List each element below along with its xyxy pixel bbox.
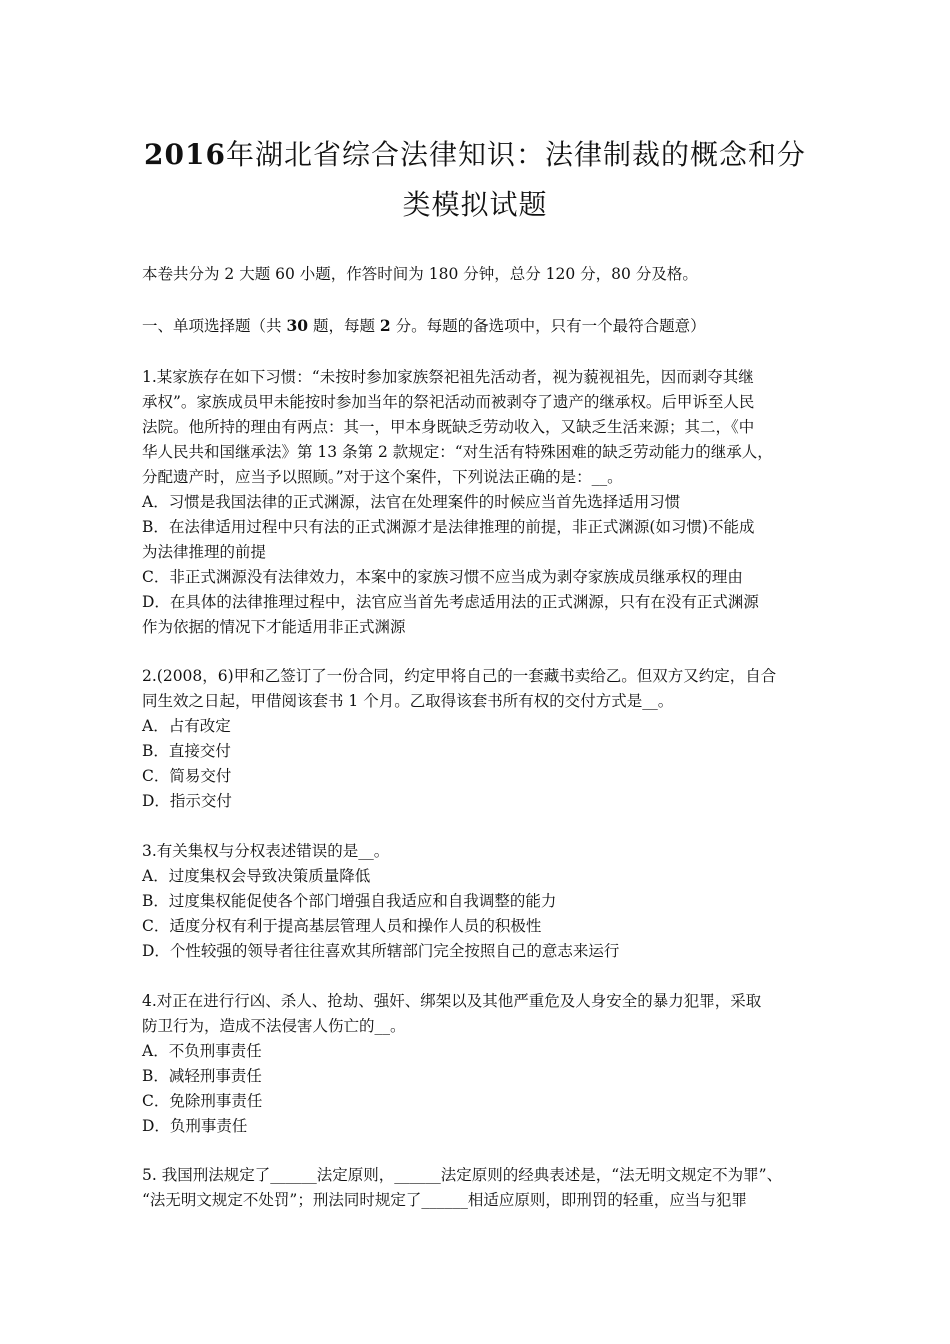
question-4-option-b: B．减轻刑事责任 [142,1067,262,1085]
question-4-option-a: A．不负刑事责任 [142,1042,262,1060]
question-2-stem-line: 2.(2008，6)甲和乙签订了一份合同，约定甲将自己的一套藏书卖给乙。但双方又约定，自合 [142,667,777,685]
question-3-option-a: A．过度集权会导致决策质量降低 [142,867,371,885]
question-3-option-d: D．个性较强的领导者往往喜欢其所辖部门完全按照自己的意志来运行 [142,942,620,960]
question-3-option-b: B．过度集权能促使各个部门增强自我适应和自我调整的能力 [142,892,557,910]
question-1-option-b-cont: 为法律推理的前提 [142,543,267,561]
question-1-option-d: D．在具体的法律推理过程中，法官应当首先考虑适用法的正式渊源，只有在没有正式渊源 [142,593,759,611]
question-4-stem-line: 防卫行为，造成不法侵害人伤亡的__。 [142,1017,406,1035]
question-1-option-d-cont: 作为依据的情况下才能适用非正式渊源 [142,618,406,636]
question-1-stem-line: 华人民共和国继承法》第 13 条第 2 款规定：“对生活有特殊困难的缺乏劳动能力的继承人， [142,443,773,461]
document-title-line-2: 类模拟试题 [402,188,548,221]
question-count: 30 [286,316,309,335]
question-2-option-a: A．占有改定 [142,717,231,735]
question-1-stem-line: 法院。他所持的理由有两点：其一，甲本身既缺乏劳动收入，又缺乏生活来源；其二，《中 [142,418,755,436]
question-score: 2 [379,316,391,335]
title-text: 年湖北省综合法律知识：法律制裁的概念和分 [225,138,806,171]
question-2-option-d: D．指示交付 [142,792,232,810]
question-4-option-d: D．负刑事责任 [142,1117,248,1135]
section-heading: 一、单项选择题（共 30 题，每题 2 分。每题的备选项中，只有一个最符合题意） [142,316,706,335]
question-1-stem-line: 承权”。家族成员甲未能按时参加当年的祭祀活动而被剥夺了遗产的继承权。后甲诉至人民 [142,393,755,411]
question-5-stem-line: 5. 我国刑法规定了______法定原则，______法定原则的经典表述是，“法无明文规定不为罪”、 [142,1166,783,1184]
question-3-stem-line: 3.有关集权与分权表述错误的是__。 [142,842,390,860]
question-2-stem-line: 同生效之日起，甲借阅该套书 1 个月。乙取得该套书所有权的交付方式是__。 [142,692,674,710]
document-title-line-1 [120,133,830,173]
question-2-option-c: C．简易交付 [142,767,232,785]
question-1-option-a: A．习惯是我国法律的正式渊源，法官在处理案件的时候应当首先选择适用习惯 [142,493,681,511]
question-1-option-b: B．在法律适用过程中只有法的正式渊源才是法律推理的前提，非正式渊源(如习惯)不能成 [142,518,755,536]
question-4-stem-line: 4.对正在进行行凶、杀人、抢劫、强奸、绑架以及其他严重危及人身安全的暴力犯罪，采取 [142,992,762,1010]
question-1-stem-line: 1.某家族存在如下习惯：“未按时参加家族祭祀祖先活动者，视为藐视祖先，因而剥夺其继 [142,368,754,386]
question-5-stem-line: “法无明文规定不处罚”；刑法同时规定了______相适应原则，即刑罚的轻重，应当与犯罪 [142,1191,747,1209]
question-3-option-c: C．适度分权有利于提高基层管理人员和操作人员的积极性 [142,917,542,935]
title-year: 2016 [144,138,226,171]
question-4-option-c: C．免除刑事责任 [142,1092,263,1110]
exam-intro: 本卷共分为 2 大题 60 小题，作答时间为 180 分钟，总分 120 分，80 分及格。 [142,265,698,283]
question-2-option-b: B．直接交付 [142,742,231,760]
question-1-stem-line: 分配遗产时，应当予以照顾。”对于这个案件，下列说法正确的是：__。 [142,468,623,486]
question-1-option-c: C．非正式渊源没有法律效力，本案中的家族习惯不应当成为剥夺家族成员继承权的理由 [142,568,743,586]
